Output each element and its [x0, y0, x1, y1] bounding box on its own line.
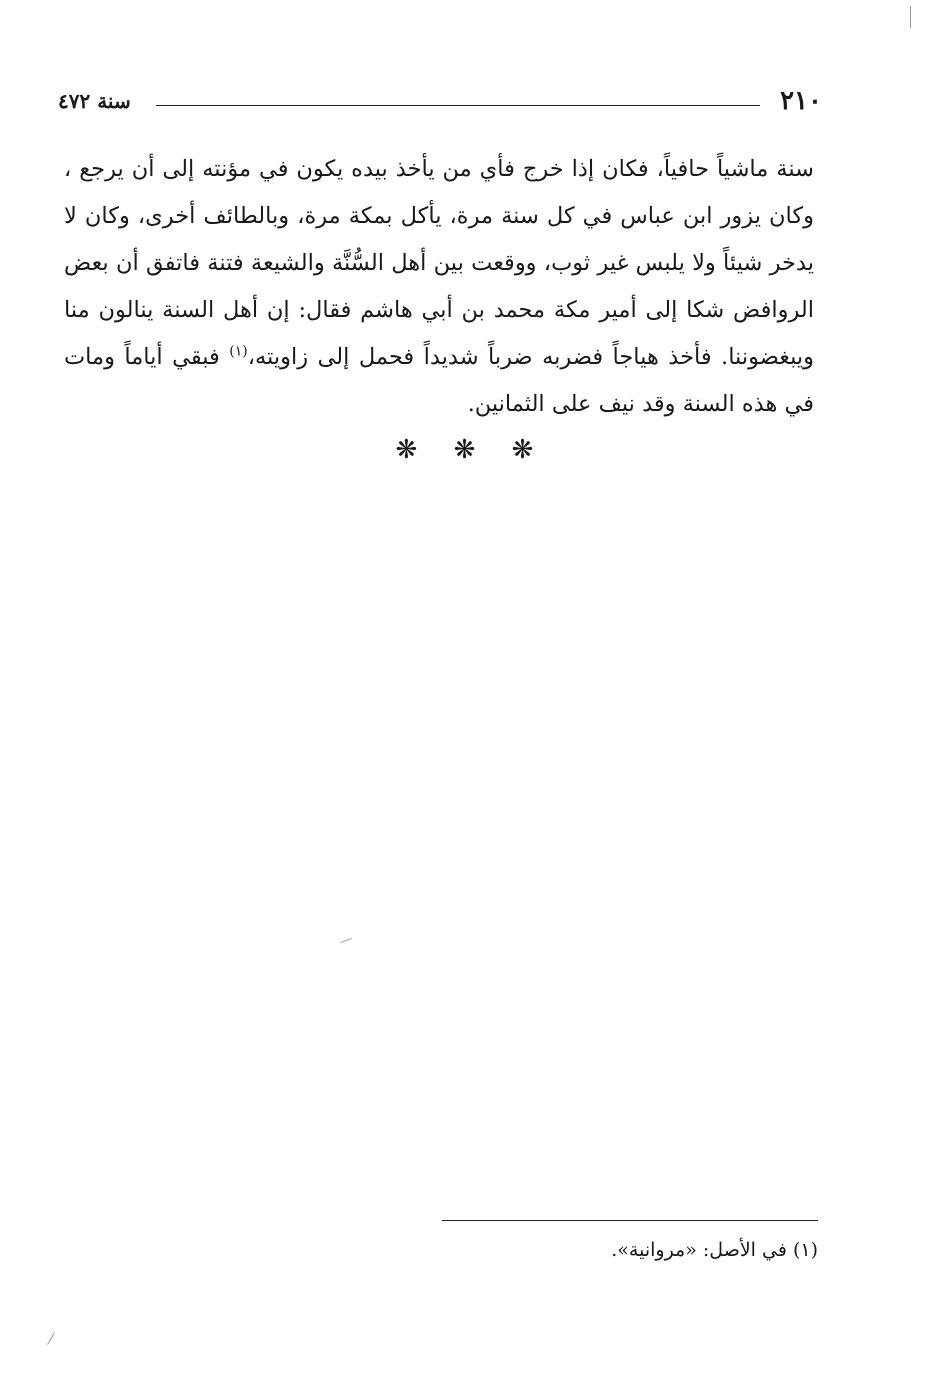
year-label: سنة ٤٧٢: [58, 89, 131, 113]
footnote-reference: (١): [229, 343, 248, 360]
header-rule: [156, 105, 760, 106]
running-header: [58, 84, 822, 118]
scan-speck: [340, 938, 352, 943]
scan-speck: [47, 1332, 55, 1345]
paragraph-text-before-ref: سنة ماشياً حافياً، فكان إذا خرج فأي من يأخذ بيده يكون في مؤنته إلى أن يرجع ، وكان يزور ابن عباس في كل سنة مرة، يأكل بمكة مرة، وبالطائف أخرى، وكان لا يدخر شيئاً ولا يلبس غير ثوب، ووقعت بين أهل السُّنَّة والشيعة فتنة فاتفق أن بعض الروافض شكا إلى أمير مكة محمد بن أبي هاشم فقال: إن أهل السنة ينالون منا ويبغضوننا. فأخذ هياجاً فضربه ضرباً شديداً فحمل إلى زاويته،: [64, 156, 815, 370]
page-number: ٢١٠: [780, 86, 822, 116]
footnote: (١) في الأصل: «مروانية».: [611, 1239, 818, 1261]
paragraph: [64, 146, 814, 428]
main-text: [64, 146, 814, 428]
footnote-rule: [442, 1220, 818, 1221]
paragraph-text-after-ref: فبقي أياماً ومات في هذه السنة وقد نيف على الثمانين.: [64, 344, 814, 417]
section-separator: ❋ ❋ ❋: [395, 435, 548, 465]
scan-speck: [910, 6, 911, 28]
